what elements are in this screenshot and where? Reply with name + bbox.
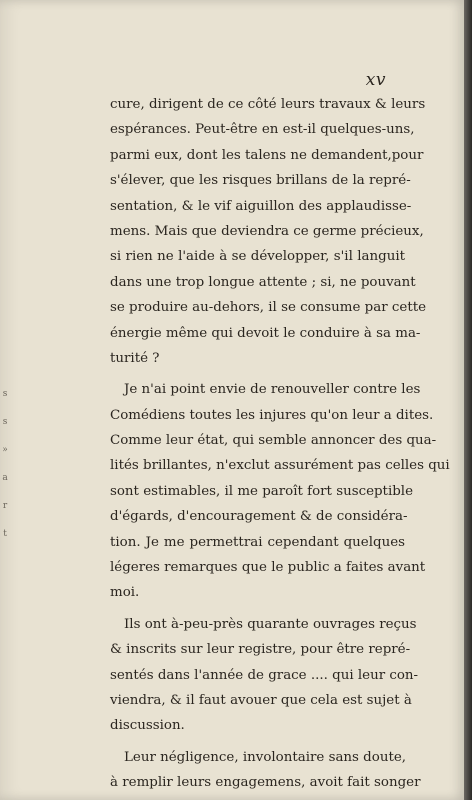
paragraph-3: [110, 612, 419, 739]
text-line: parmi eux, dont les talens ne demandent,pour: [110, 147, 424, 163]
text-line: turité ?: [110, 350, 160, 366]
text-line: s'élever, que les risques brillans de la repré-: [110, 173, 411, 189]
text-line: viendra, & il faut avouer que cela est sujet à: [110, 692, 412, 708]
text-line: légeres remarques que le public a faites avant: [110, 560, 426, 576]
text-line: si rien ne l'aide à se développer, s'il languit: [110, 249, 405, 265]
text-line: moi.: [110, 585, 140, 601]
text-line: Je n'ai point envie de renouveller contre les: [124, 382, 421, 398]
text-line: Comédiens toutes les injures qu'on leur a dites.: [110, 407, 434, 423]
paragraph-4: [110, 745, 421, 796]
text-line: cure, dirigent de ce côté leurs travaux & leurs: [110, 97, 426, 112]
page-folio: xv: [365, 70, 386, 90]
text-line: dans une trop longue attente ; si, ne pouvant: [110, 274, 416, 290]
text-line: discussion.: [110, 718, 185, 734]
paragraph-2: [110, 377, 450, 606]
page-edge-shadow: [464, 0, 472, 800]
text-line: & inscrits sur leur registre, pour être repré-: [110, 642, 411, 658]
text-line: à remplir leurs engagemens, avoit fait songer: [110, 775, 421, 791]
text-line: lités brillantes, n'exclut assurément pas celles qui: [110, 458, 450, 474]
text-line: espérances. Peut-être en est-il quelques-uns,: [110, 122, 415, 138]
text-line: sentation, & le vif aiguillon des applaudisse-: [110, 198, 412, 214]
text-line: énergie même qui devoit le conduire à sa ma-: [110, 325, 421, 341]
text-line: d'égards, d'encouragement & de considéra-: [110, 509, 408, 525]
text-line: Comme leur état, qui semble annoncer des qua-: [110, 433, 437, 449]
text-line: mens. Mais que deviendra ce germe précieux,: [110, 223, 424, 239]
text-line: tion. Je me permettrai cependant quelques: [110, 534, 405, 550]
text-line: Ils ont à-peu-près quarante ouvrages reçus: [124, 616, 417, 632]
text-line: Leur négligence, involontaire sans doute,: [124, 749, 407, 765]
paragraph-1: [110, 92, 427, 371]
text-line: se produire au-dehors, il se consume par cette: [110, 300, 427, 316]
body-text: [110, 92, 450, 796]
text-line: sentés dans l'année de grace .... qui leur con-: [110, 667, 419, 683]
facing-page-bleed: s s » a r t: [2, 389, 8, 539]
text-line: sont estimables, il me paroît fort susceptible: [110, 483, 414, 499]
